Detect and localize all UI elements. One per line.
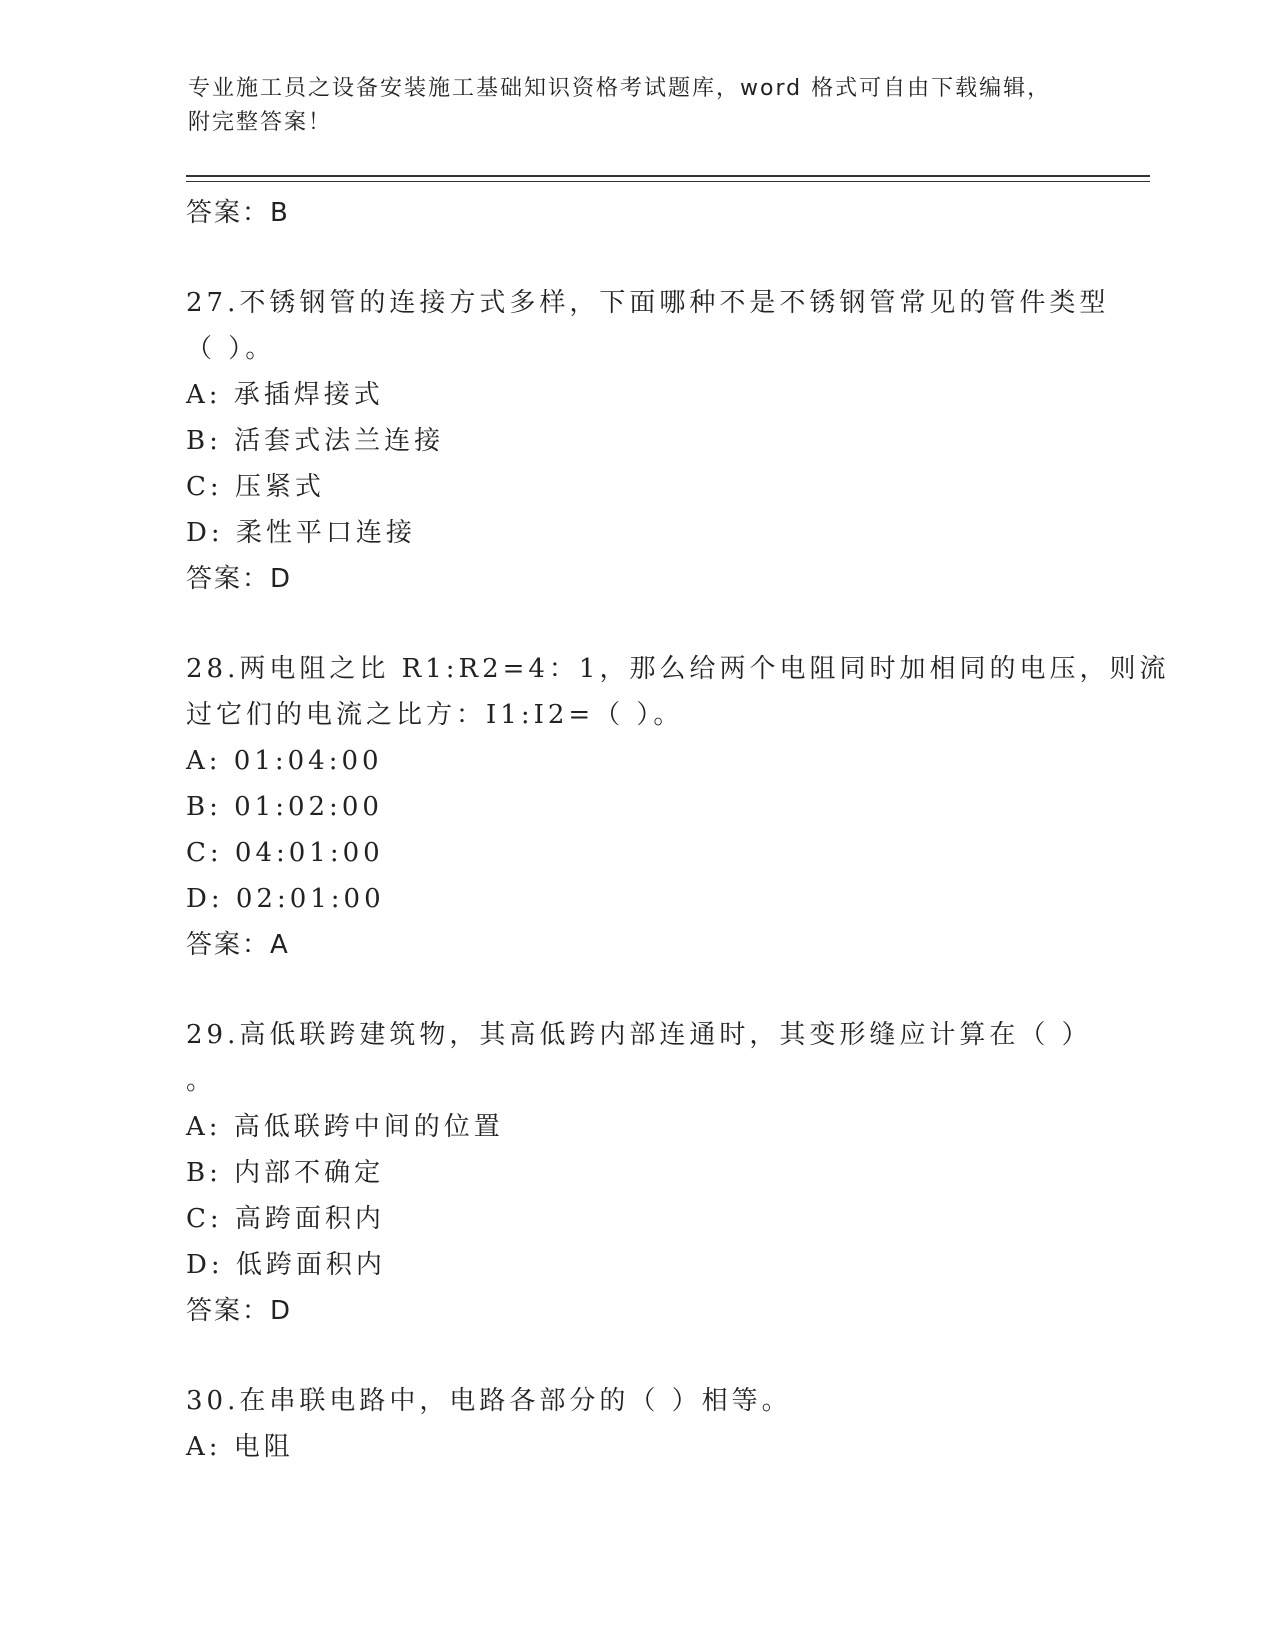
question-30 xyxy=(186,1378,1086,1470)
question-28 xyxy=(186,646,1170,968)
option-b: B: 内部不确定 xyxy=(186,1158,385,1188)
question-text: 28.两电阻之比 R1:R2=4：1，那么给两个电阻同时加相同的电压，则流 xyxy=(186,654,1170,684)
option-d: D: 低跨面积内 xyxy=(186,1250,386,1280)
page-header xyxy=(188,72,1088,140)
question-27 xyxy=(186,280,1110,602)
header-line-1: 专业施工员之设备安装施工基础知识资格考试题库，word 格式可自由下载编辑， xyxy=(188,76,1052,101)
option-a: A: 高低联跨中间的位置 xyxy=(186,1112,504,1142)
option-a: A: 01:04:00 xyxy=(186,746,383,776)
option-d: D: 02:01:00 xyxy=(186,884,385,914)
option-b: B: 活套式法兰连接 xyxy=(186,426,445,456)
question-text: 27.不锈钢管的连接方式多样，下面哪种不是不锈钢管常见的管件类型 xyxy=(186,288,1110,318)
question-text: 30.在串联电路中，电路各部分的（ ）相等。 xyxy=(186,1386,792,1416)
option-c: C: 高跨面积内 xyxy=(186,1204,385,1234)
header-rule xyxy=(186,175,1150,177)
header-line-2: 附完整答案！ xyxy=(188,110,333,135)
question-text: 过它们的电流之比方：I1:I2=（ ）。 xyxy=(186,700,684,730)
option-c: C: 压紧式 xyxy=(186,472,325,502)
question-29 xyxy=(186,1012,1092,1334)
option-b: B: 01:02:00 xyxy=(186,792,383,822)
option-a: A: 承插焊接式 xyxy=(186,380,384,410)
answer-line: 答案：D xyxy=(186,564,293,594)
option-a: A: 电阻 xyxy=(186,1432,294,1462)
answer-line: 答案：B xyxy=(186,198,290,228)
question-text: 29.高低联跨建筑物，其高低跨内部连通时，其变形缝应计算在（ ） xyxy=(186,1020,1092,1050)
option-c: C: 04:01:00 xyxy=(186,838,384,868)
answer-line: 答案：A xyxy=(186,930,290,960)
question-text: （ ）。 xyxy=(186,334,276,364)
header-rule-thin xyxy=(186,181,1150,182)
document-body xyxy=(186,190,1170,1470)
question-text: 。 xyxy=(186,1066,217,1096)
option-d: D: 柔性平口连接 xyxy=(186,518,416,548)
answer-line: 答案：D xyxy=(186,1296,293,1326)
